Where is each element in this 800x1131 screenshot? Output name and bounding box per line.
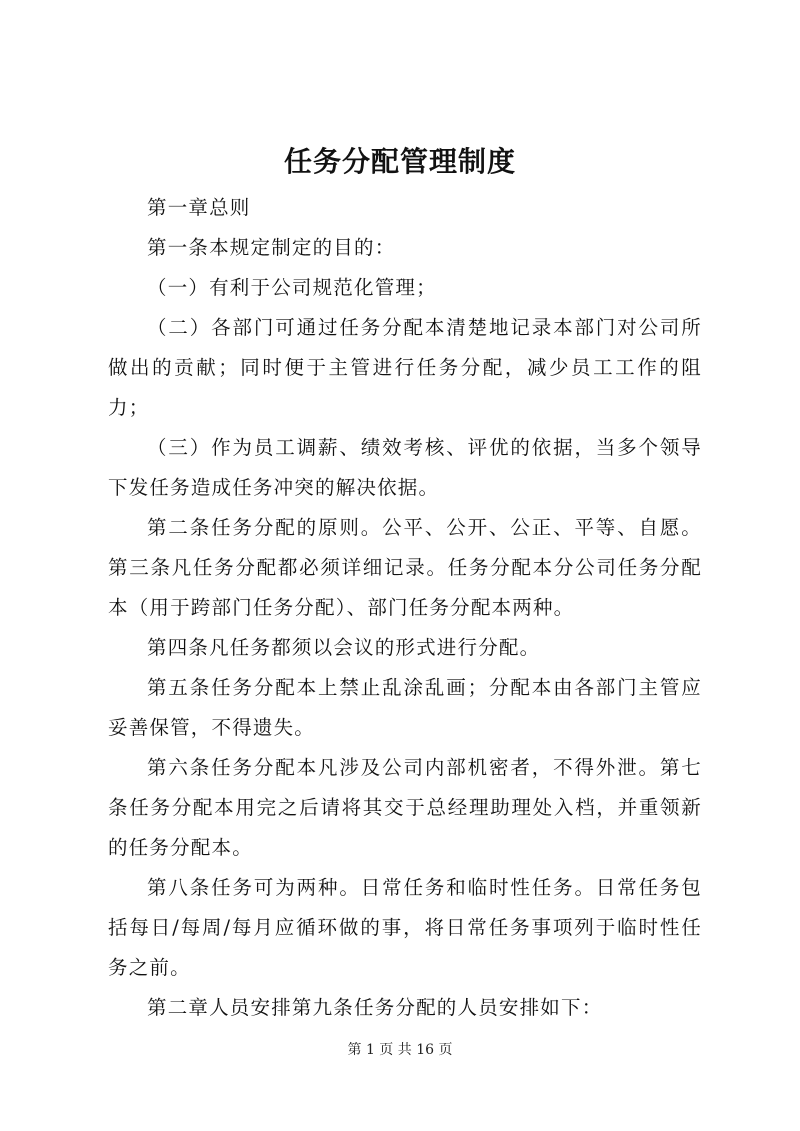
paragraph-article-8: 第八条任务可为两种。日常任务和临时性任务。日常任务包括每日/每周/每月应循环做的事，将日常任务事项列于临时性任务之前。 [108, 876, 702, 979]
paragraph-item-3: （三）作为员工调薪、绩效考核、评优的依据，当多个领导下发任务造成任务冲突的解决依据。 [108, 436, 702, 499]
paragraph-item-1: （一）有利于公司规范化管理； [147, 276, 437, 299]
paragraph-chapter-1: 第一章总则 [147, 196, 251, 219]
document-body [108, 188, 702, 1028]
paragraph-item-2: （二）各部门可通过任务分配本清楚地记录本部门对公司所做出的贡献；同时便于主管进行任务分配，减少员工工作的阻力； [108, 316, 702, 419]
paragraph-chapter-2: 第二章人员安排第九条任务分配的人员安排如下： [147, 996, 603, 1019]
paragraph-article-2-3: 第二条任务分配的原则。公平、公开、公正、平等、自愿。第三条凡任务分配都必须详细记录。任务分配本分公司任务分配本（用于跨部门任务分配）、部门任务分配本两种。 [108, 516, 702, 619]
document-title: 任务分配管理制度 [283, 145, 516, 178]
page-number-footer: 第 1 页 共 16 页 [347, 1042, 453, 1058]
paragraph-article-6-7: 第六条任务分配本凡涉及公司内部机密者，不得外泄。第七条任务分配本用完之后请将其交于总经理助理处入档，并重领新的任务分配本。 [108, 756, 702, 859]
paragraph-article-1: 第一条本规定制定的目的： [147, 236, 396, 259]
paragraph-article-5: 第五条任务分配本上禁止乱涂乱画；分配本由各部门主管应妥善保管，不得遗失。 [108, 676, 702, 739]
paragraph-article-4: 第四条凡任务都须以会议的形式进行分配。 [147, 636, 541, 659]
